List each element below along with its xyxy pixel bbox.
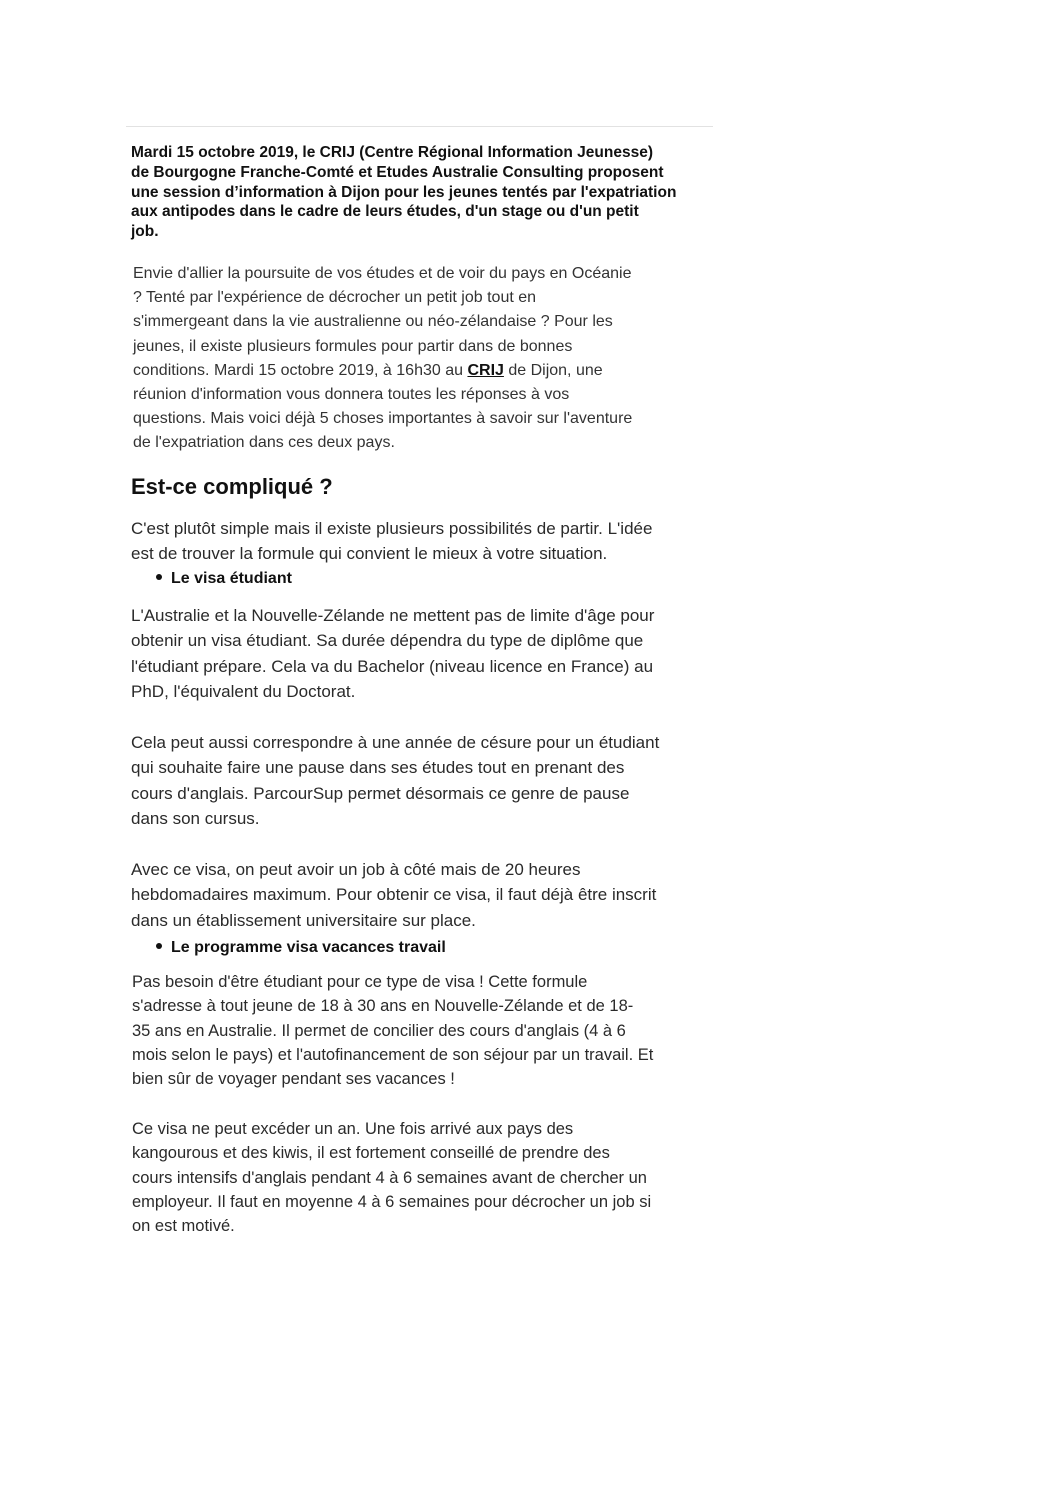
paragraph-line: L'Australie et la Nouvelle-Zélande ne mettent pas de limite d'âge pour xyxy=(131,606,655,625)
intro-line: réunion d'information vous donnera toutes les réponses à vos xyxy=(133,386,570,404)
article-lead xyxy=(131,143,716,242)
paragraph-line: obtenir un visa étudiant. Sa durée dépendra du type de diplôme que xyxy=(131,631,644,651)
paragraph-line: mois selon le pays) et l'autofinancement de son séjour par un travail. Et xyxy=(132,1045,654,1064)
paragraph-line: cours d'anglais. ParcourSup permet désormais ce genre de pause xyxy=(131,783,630,803)
paragraph-line: C'est plutôt simple mais il existe plusieurs possibilités de partir. L'idée xyxy=(131,519,653,538)
bullet-student-visa xyxy=(156,569,292,589)
intro-line: s'immergeant dans la vie australienne ou néo-zélandaise ? Pour les xyxy=(133,313,613,331)
paragraph-line: l'étudiant prépare. Cela va du Bachelor (niveau licence en France) au xyxy=(131,656,654,676)
paragraph-line: 35 ans en Australie. Il permet de concilier des cours d'anglais (4 à 6 xyxy=(132,1021,626,1040)
intro-text: conditions. Mardi 15 octobre 2019, à 16h30 au xyxy=(133,361,468,379)
intro-line xyxy=(133,359,693,383)
paragraph-visa-duration xyxy=(132,1117,712,1233)
paragraph-line: dans un établissement universitaire sur place. xyxy=(131,910,476,930)
intro-line: ? Tenté par l'expérience de décrocher un petit job tout en xyxy=(133,289,537,307)
lead-line: de Bourgogne Franche-Comté et Etudes Australie Consulting proposent xyxy=(131,163,664,181)
paragraph-line: Ce visa ne peut excéder un an. Une fois arrivé aux pays des xyxy=(132,1120,574,1138)
lead-line: aux antipodes dans le cadre de leurs études, d'un stage ou d'un petit xyxy=(131,203,639,221)
bullet-working-holiday xyxy=(156,938,446,958)
paragraph-line: est de trouver la formule qui convient le mieux à votre situation. xyxy=(131,544,608,564)
bullet-label: Le visa étudiant xyxy=(171,570,292,587)
paragraph-line: cours intensifs d'anglais pendant 4 à 6 semaines avant de chercher un xyxy=(132,1168,647,1187)
bullet-dot-icon xyxy=(156,574,162,580)
paragraph-line: Cela peut aussi correspondre à une année de césure pour un étudiant xyxy=(131,733,660,752)
paragraph-line: kangourous et des kiwis, il est fortement conseillé de prendre des xyxy=(132,1144,610,1163)
paragraph-line: employeur. Il faut en moyenne 4 à 6 semaines pour décrocher un job si xyxy=(132,1192,652,1211)
intro-line: questions. Mais voici déjà 5 choses importantes à savoir sur l'aventure xyxy=(133,410,633,428)
intro-text: de Dijon, une xyxy=(503,361,603,379)
lead-line: Mardi 15 octobre 2019, le CRIJ (Centre Régional Information Jeunesse) xyxy=(131,144,653,161)
intro-line: jeunes, il existe plusieurs formules pour partir dans de bonnes xyxy=(133,337,573,355)
paragraph-line: Pas besoin d'être étudiant pour ce type de visa ! Cette formule xyxy=(132,973,588,991)
intro-line: de l'expatriation dans ces deux pays. xyxy=(133,434,395,452)
paragraph-line: hebdomadaires maximum. Pour obtenir ce visa, il faut déjà être inscrit xyxy=(131,885,657,905)
paragraph-student-visa xyxy=(131,603,711,704)
paragraph-working-holiday xyxy=(132,970,712,1091)
paragraph-line: PhD, l'équivalent du Doctorat. xyxy=(131,681,356,701)
bullet-label: Le programme visa vacances travail xyxy=(171,939,446,956)
paragraph-options xyxy=(131,516,711,567)
paragraph-line: s'adresse à tout jeune de 18 à 30 ans en Nouvelle-Zélande et de 18- xyxy=(132,997,634,1016)
intro-paragraph xyxy=(133,262,693,456)
paragraph-line: dans son cursus. xyxy=(131,808,260,828)
intro-line: Envie d'allier la poursuite de vos études et de voir du pays en Océanie xyxy=(133,265,632,282)
paragraph-line: bien sûr de voyager pendant ses vacances ! xyxy=(132,1070,455,1089)
bullet-dot-icon xyxy=(156,943,162,949)
lead-line: job. xyxy=(131,223,159,241)
crij-link[interactable]: CRIJ xyxy=(467,361,504,379)
paragraph-line: qui souhaite faire une pause dans ses études tout en prenant des xyxy=(131,758,625,778)
section-heading: Est-ce compliqué ? xyxy=(131,474,333,499)
paragraph-line: Avec ce visa, on peut avoir un job à côté mais de 20 heures xyxy=(131,860,581,879)
paragraph-gap-year xyxy=(131,730,711,831)
paragraph-line: on est motivé. xyxy=(132,1217,235,1233)
lead-line: une session d’information à Dijon pour les jeunes tentés par l'expatriation xyxy=(131,183,677,201)
paragraph-side-job xyxy=(131,857,711,933)
